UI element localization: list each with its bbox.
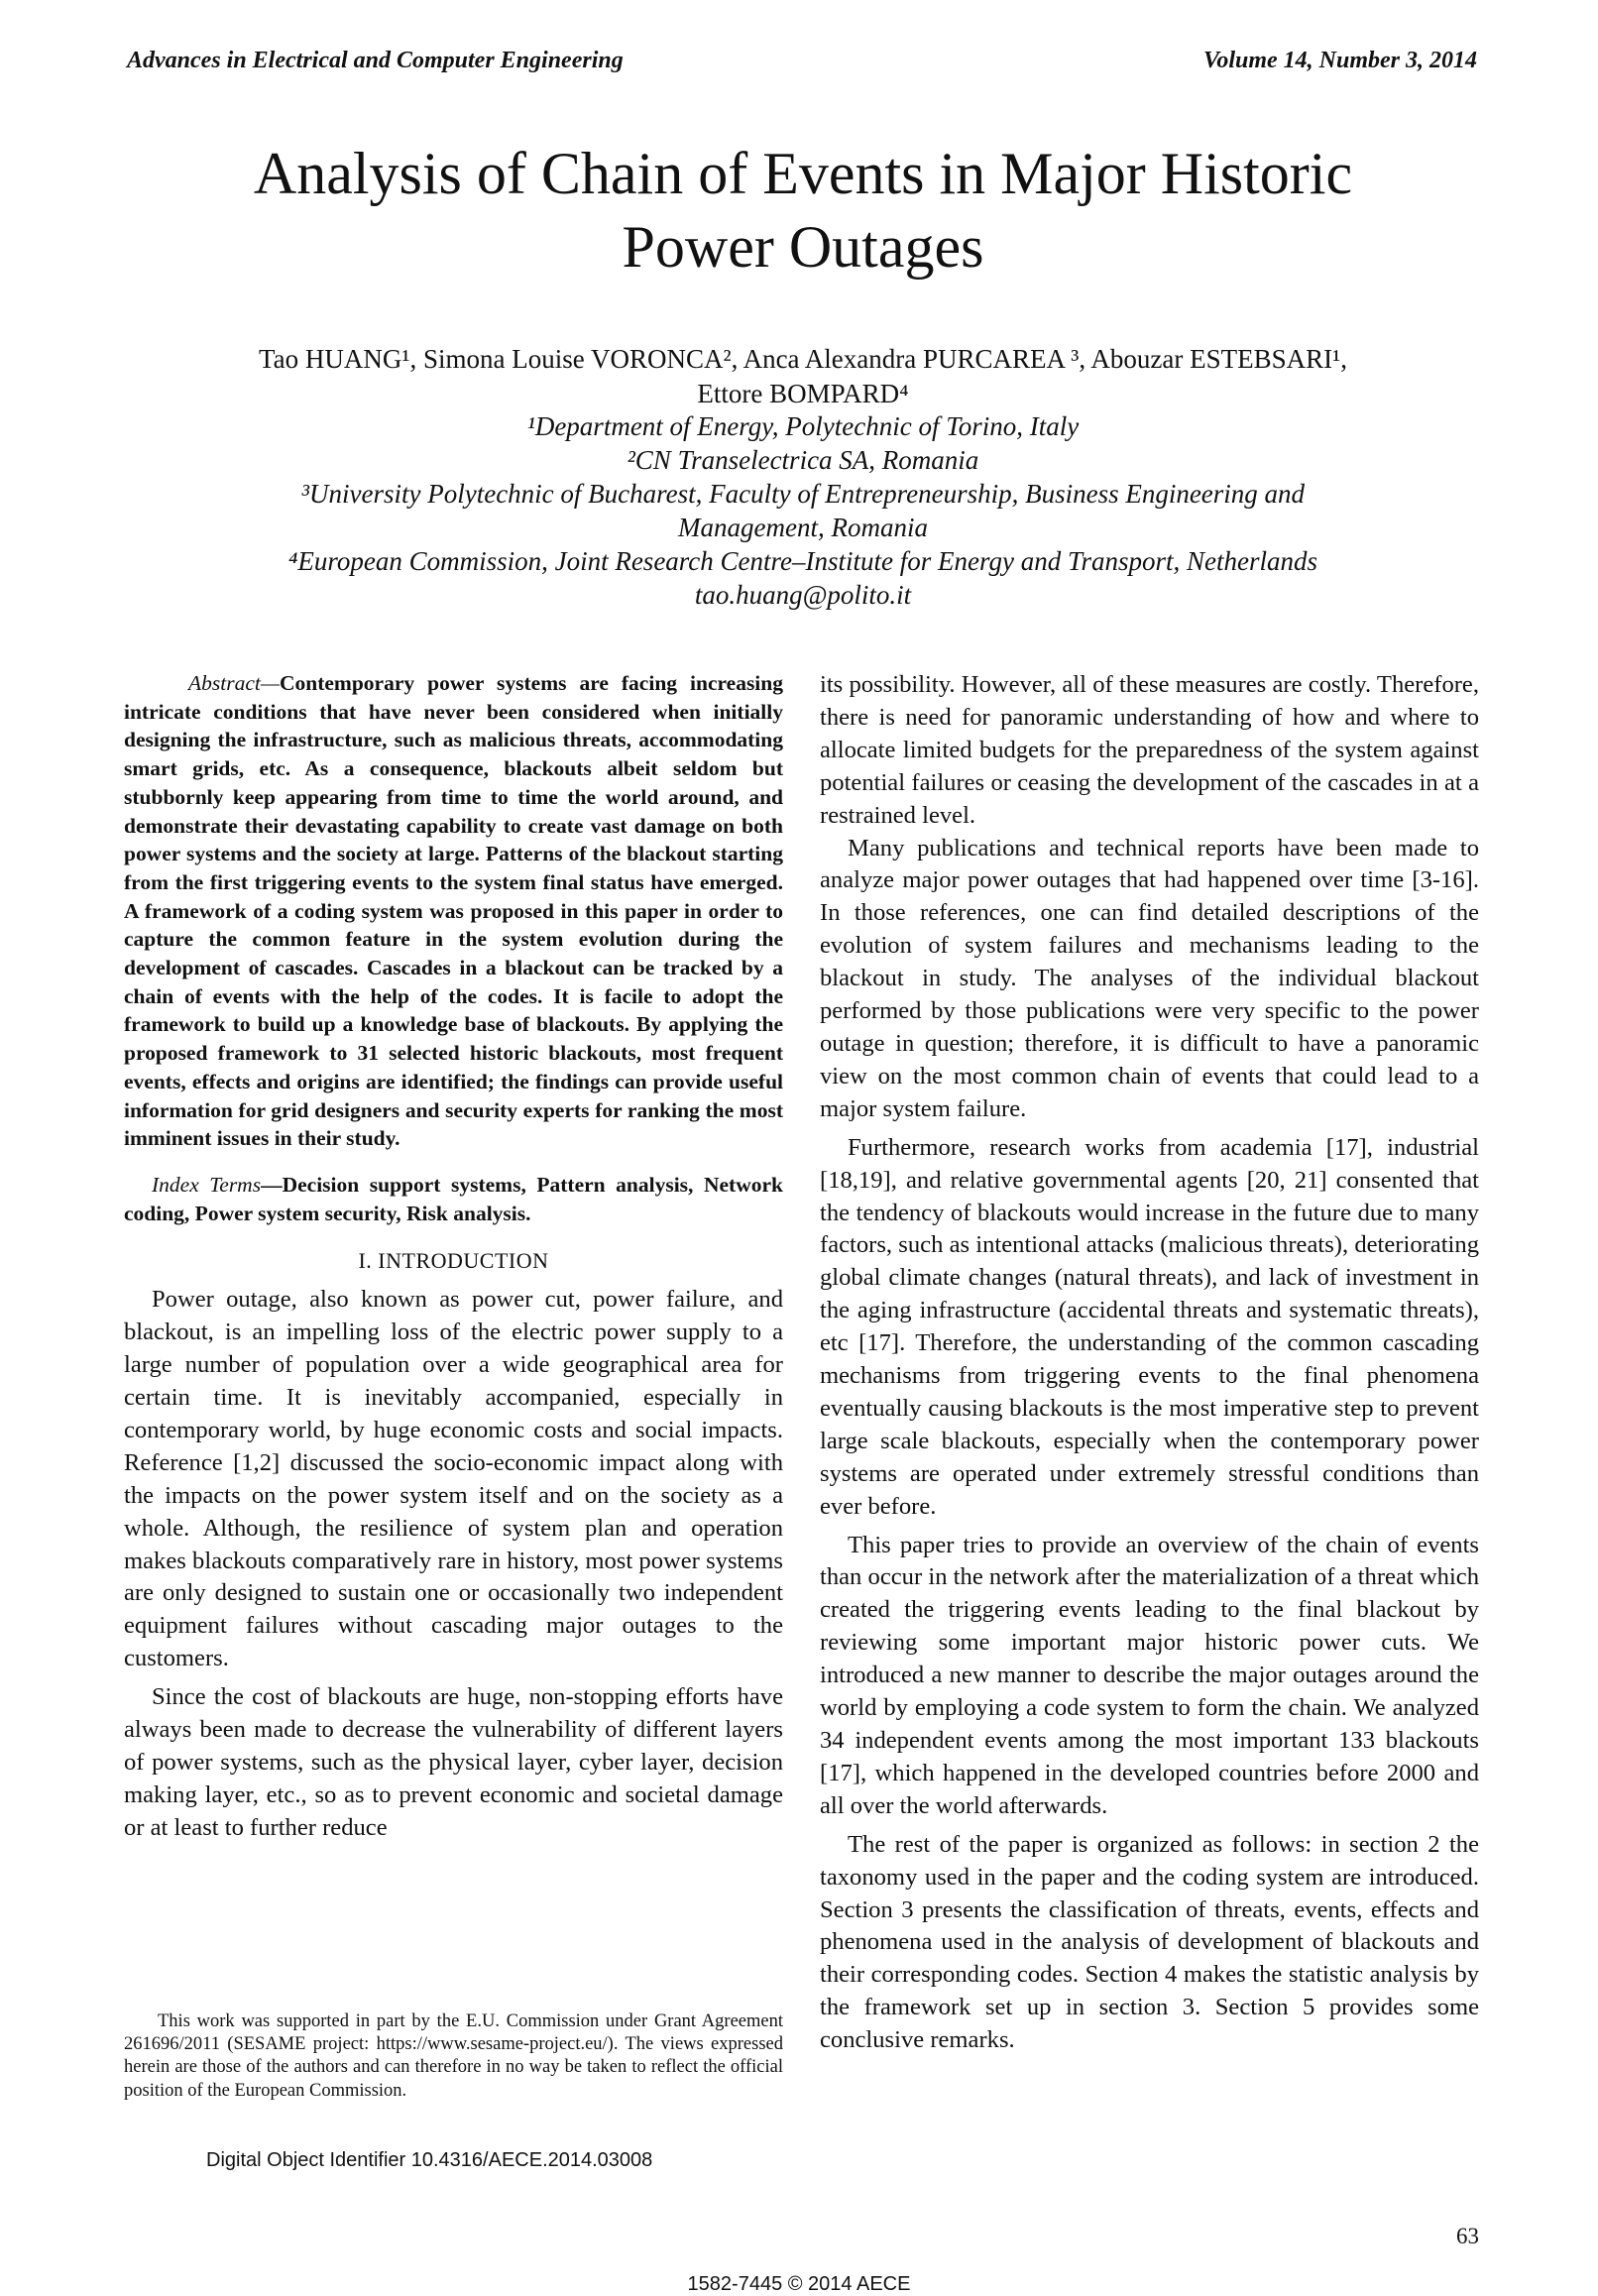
index-terms-label: Index Terms	[152, 1172, 262, 1197]
section-heading	[124, 1245, 783, 1278]
abstract	[124, 669, 783, 1153]
section-number: I. I	[358, 1248, 387, 1274]
affiliations	[129, 409, 1477, 612]
journal-name: Advances in Electrical and Computer Engineering	[127, 48, 624, 73]
doi: Digital Object Identifier 10.4316/AECE.2014.03008	[206, 2149, 653, 2171]
title-line-2: Power Outages	[622, 214, 984, 280]
page-number: 63	[1456, 2224, 1479, 2248]
section-title: NTRODUCTION	[386, 1248, 549, 1274]
affiliation-4: ⁴European Commission, Joint Research Centre–Institute for Energy and Transport, Netherlands	[287, 546, 1318, 576]
authors-line-1: Tao HUANG¹, Simona Louise VORONCA², Anca Alexandra PURCAREA ³, Abouzar ESTEBSARI¹,	[259, 344, 1347, 374]
volume-info: Volume 14, Number 3, 2014	[1202, 48, 1477, 73]
body-paragraph: The rest of the paper is organized as follows: in section 2 the taxonomy used in the paper and the coding system are introduced. Section 3 presents the classification of threats, events, effects and phenomena used in the analysis of development of blackouts and their corresponding codes. Section 4 makes the statistic analysis by the framework set up in section 3. Section 5 provides some conclusive remarks.	[820, 1830, 1479, 2054]
author-list	[129, 342, 1477, 411]
contact-email: tao.huang@polito.it	[694, 580, 912, 610]
left-column	[124, 669, 783, 1845]
body-paragraph: Many publications and technical reports have been made to analyze major power outages that had happened over time [3-16]. In those references, one can find detailed descriptions of the evolution of system failures and mechanisms leading to the blackout in study. The analyses of the individual blackout performed by those publications were very specific to the power outage in question; therefore, it is difficult to have a panoramic view on the most common chain of events that could lead to a major system failure.	[820, 834, 1479, 1122]
body-paragraph: its possibility. However, all of these measures are costly. Therefore, there is need for panoramic understanding of how and where to allocate limited budgets for the preparedness of the system against potential failures or ceasing the development of the cascades in at a restrained level.	[820, 671, 1479, 829]
right-column	[820, 669, 1479, 2057]
index-terms-text: —Decision support systems, Pattern analysis, Network coding, Power system security, Risk analysis.	[124, 1172, 783, 1225]
paper-title	[129, 137, 1477, 284]
body-paragraph: This paper tries to provide an overview of the chain of events than occur in the network after the materialization of a threat which created the triggering events leading to the final blackout by reviewing some important major historic power cuts. We introduced a new manner to describe the major outages around the world by employing a code system to form the chain. We analyzed 34 independent events among the most important 133 blackouts [17], which happened in the developed countries before 2000 and all over the world afterwards.	[820, 1531, 1479, 1819]
title-line-1: Analysis of Chain of Events in Major Historic	[253, 141, 1353, 206]
funding-footnote: This work was supported in part by the E.U. Commission under Grant Agreement 261696/2011 (SESAME project: https://www.sesame-project.eu/). The views expressed herein are those of the authors and can therefore in no way be taken to reflect the official position of the European Commission.	[124, 2011, 783, 2101]
body-paragraph: Since the cost of blackouts are huge, non-stopping efforts have always been made to decrease the vulnerability of different layers of power systems, such as the physical layer, cyber layer, decision making layer, etc., so as to prevent economic and societal damage or at least to further reduce	[124, 1683, 783, 1841]
affiliation-2: ²CN Transelectrica SA, Romania	[627, 445, 979, 475]
authors-line-2: Ettore BOMPARD⁴	[697, 379, 909, 408]
affiliation-3: ³University Polytechnic of Bucharest, Faculty of Entrepreneurship, Business Engineering and	[300, 479, 1306, 509]
affiliation-1: ¹Department of Energy, Polytechnic of Torino, Italy	[526, 411, 1080, 441]
affiliation-3-cont: Management, Romania	[678, 513, 928, 542]
index-terms	[124, 1171, 783, 1227]
body-paragraph: Power outage, also known as power cut, power failure, and blackout, is an impelling loss of the electric power supply to a large number of population over a wide geographical area for certain time. It is inevitably accompanied, especially in contemporary world, by huge economic costs and social impacts. Reference [1,2] discussed the socio-economic impact along with the impacts on the power system itself and on the society as a whole. Although, the resilience of system plan and operation makes blackouts comparatively rare in history, most power systems are only designed to sustain one or occasionally two independent equipment failures without cascading major outages to the customers.	[124, 1286, 783, 1672]
abstract-label: Abstract—	[188, 671, 280, 695]
issn-footer: 1582-7445 © 2014 AECE	[687, 2273, 911, 2295]
abstract-text: Contemporary power systems are facing increasing intricate conditions that have never been considered when initially designing the infrastructure, such as malicious threats, accommodating smart grids, etc. As a consequence, blackouts albeit seldom but stubbornly keep appearing from time to time the world around, and demonstrate their devastating capability to create vast damage on both power systems and the society at large. Patterns of the blackout starting from the first triggering events to the system final status have emerged. A framework of a coding system was proposed in this paper in order to capture the common feature in the system evolution during the development of cascades. Cascades in a blackout can be tracked by a chain of events with the help of the codes. It is facile to adopt the framework to build up a knowledge base of blackouts. By applying the proposed framework to 31 selected historic blackouts, most frequent events, effects and origins are identified; the findings can provide useful information for grid designers and security experts for ranking the most imminent issues in their study.	[124, 671, 783, 1151]
body-paragraph: Furthermore, research works from academia [17], industrial [18,19], and relative governmental agents [20, 21] consented that the tendency of blackouts would increase in the future due to many factors, such as intentional attacks (malicious threats), deteriorating global climate changes (natural threats), and lack of investment in the aging infrastructure (accidental threats and systematic threats), etc [17]. Therefore, the understanding of the common cascading mechanisms from triggering events to the final phenomena eventually causing blackouts is the most imperative step to prevent large scale blackouts, especially when the contemporary power systems are operated under extremely stressful conditions than ever before.	[820, 1133, 1479, 1520]
